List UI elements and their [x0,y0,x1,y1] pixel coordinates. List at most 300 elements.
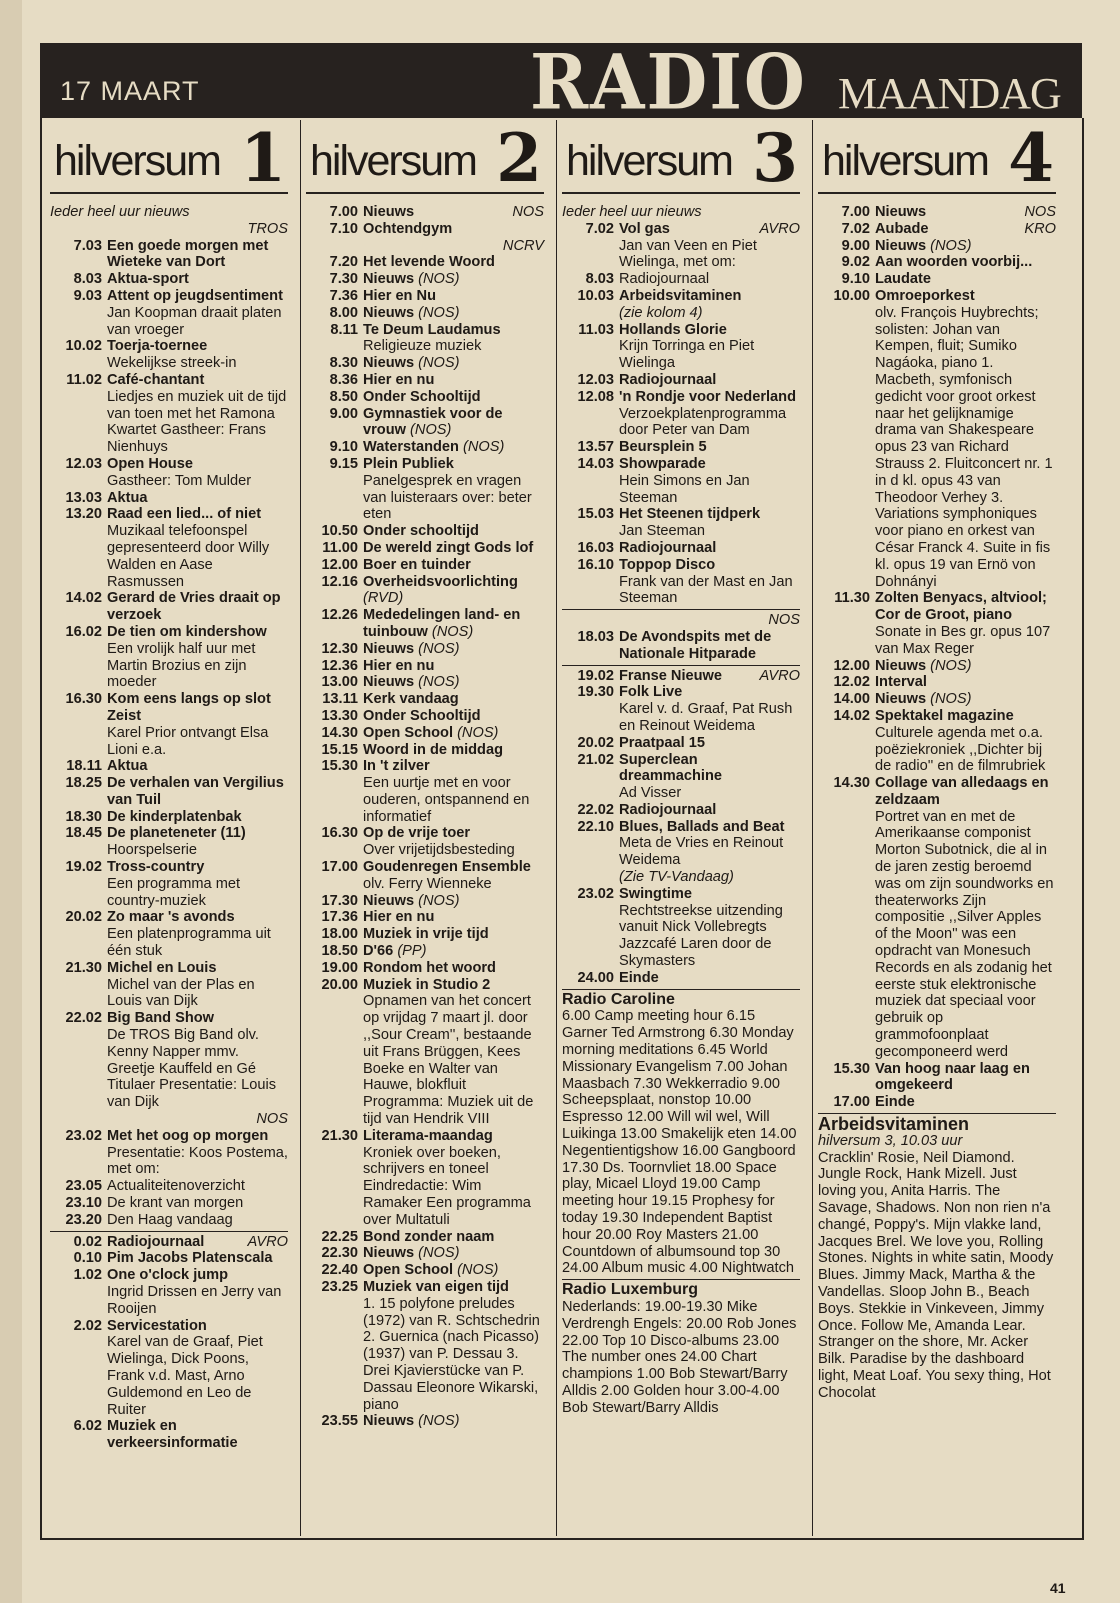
program-header [363,926,544,943]
program-row [50,372,288,456]
program-header [363,389,544,406]
program-title: Onder schooltijd [363,523,479,540]
program-header [875,1061,1056,1095]
program-row [562,752,800,802]
program-title: Kom eens langs op slot Zeist [107,691,271,724]
program-row [818,221,1056,238]
program-body [363,658,544,675]
program-row [306,1245,544,1262]
program-time: 7.02 [841,220,870,237]
program-row [50,775,288,809]
program-header [619,439,800,456]
program-time: 10.00 [833,287,870,304]
program-title: Aubade [875,220,929,237]
program-description: Liedjes en muziek uit de tijd van toen met het Ramona Kwartet Gastheer: Frans Nienhuys [107,388,287,456]
program-body [363,204,544,221]
program-row [306,708,544,725]
program-time: 10.02 [65,338,102,355]
program-title: Open School [363,724,453,741]
program-body [875,254,1056,271]
program-header [875,1094,1056,1111]
program-header [619,819,800,836]
arbeidsvitaminen-subtitle: hilversum 3, 10.03 uur [818,1132,963,1149]
program-header [619,221,800,238]
program-body [363,1128,544,1229]
program-header [107,271,288,288]
radio-luxemburg-title: Radio Luxemburg [562,1281,699,1299]
program-time: 8.36 [329,371,358,388]
program-row [50,288,288,338]
program-row [306,977,544,1128]
program-row [50,238,288,272]
program-time: 14.03 [577,455,614,472]
program-body [107,271,288,288]
broadcaster-tag: NOS [768,612,800,629]
program-time: 23.02 [577,885,614,902]
program-title: Overheidsvoorlichting [363,573,518,590]
program-body [363,540,544,557]
program-title: Gymnastiek voor de vrouw [363,405,503,439]
program-body [107,624,288,691]
program-time: 18.00 [321,926,358,943]
program-row [818,1061,1056,1095]
column-hilversum-2 [306,119,544,1430]
program-row [562,970,800,987]
program-body [107,1212,288,1229]
program-row [306,456,544,523]
program-time: 2.02 [73,1317,102,1334]
program-row [562,557,800,607]
program-body [619,819,800,886]
program-row [306,204,544,221]
program-row [306,943,544,960]
program-description: Wekelijkse streek-in [107,355,237,372]
program-time: 18.45 [65,825,102,842]
program-title: Actualiteitenoverzicht [107,1178,245,1195]
program-header [107,775,288,809]
program-header [875,204,1056,221]
page-header [40,37,1082,127]
program-title: Nieuws [363,1245,415,1262]
program-body [875,708,1056,775]
program-row [818,288,1056,590]
program-time: 19.02 [577,667,614,684]
broadcaster-tag: NCRV [502,237,544,254]
program-body [619,684,800,734]
program-title: Michel en Louis [107,959,217,976]
program-time: 16.02 [65,623,102,640]
radio-caroline-block [562,992,800,1278]
program-header [363,254,544,271]
program-title: Ochtendgym [363,220,453,237]
program-time: 22.02 [65,1010,102,1027]
program-body [107,691,288,758]
program-time: 18.03 [577,628,614,645]
program-body [363,557,544,574]
program-header [363,523,544,540]
program-broadcaster: (NOS) [463,439,505,456]
program-title: Pim Jacobs Platenscala [107,1250,273,1267]
program-title: Hier en nu [363,371,435,388]
program-body [107,456,288,490]
program-body [363,708,544,725]
program-time: 7.00 [841,204,870,220]
program-row [818,271,1056,288]
header-title: RADIO [530,37,807,127]
program-title: Collage van alledaags en zeldzaam [875,775,1049,808]
program-body [363,322,544,356]
program-time: 9.00 [841,237,870,254]
program-body [619,752,800,802]
program-row [50,456,288,490]
program-row [306,909,544,926]
program-time: 10.50 [321,523,358,540]
program-body [107,1178,288,1195]
program-broadcaster: (NOS) [418,271,460,288]
program-header [363,1413,544,1430]
program-broadcaster: (NOS) [418,640,460,657]
program-body [363,725,544,742]
broadcaster-tag: KRO [1024,220,1056,237]
program-time: 22.30 [321,1245,358,1262]
program-time: 11.02 [66,371,102,388]
program-description: Karel van de Graaf, Piet Wielinga, Dick Poons, Frank v.d. Mast, Arno Guldemond en Leo de Ruiter [107,1334,263,1418]
program-title: Nieuws [363,892,415,909]
program-row [306,893,544,910]
program-body [875,691,1056,708]
program-header [107,338,288,355]
program-time: 18.25 [65,775,102,792]
program-title: Onder Schooltijd [363,388,481,405]
program-description: Over vrijetijdsbesteding [363,842,515,859]
column-hilversum-4 [818,119,1056,1402]
program-body [107,960,288,1010]
program-body [107,1418,288,1452]
program-description: Portret van en met de Amerikaanse componist Morton Subotnick, die al in de jaren zestig beroemd was om zijn soundworks en theaterworks Zijn compositie ,,Silver Apples of the Moon'' was een opdracht van Monesuch Records en als zodanig het eerste stuk elektronische muziek dat speciaal voor gebruik op grammofoonplaat gecomponeerd werd [875,808,1054,1060]
program-title: Op de vrije toer [363,825,471,842]
program-time: 12.00 [321,556,358,573]
program-header [619,557,800,574]
station-heading [50,119,288,197]
program-title: Aktua [107,489,148,506]
program-row [562,221,800,271]
program-time: 8.03 [73,271,102,288]
program-header [875,221,1056,238]
station-name: hilversum [822,137,988,185]
program-title: Het Steenen tijdperk [619,506,761,523]
program-row [50,1178,288,1195]
station-heading [818,119,1056,197]
broadcaster-tag: AVRO [759,667,800,684]
program-row [50,490,288,507]
program-header [363,1262,544,1279]
program-row [306,658,544,675]
program-header [363,960,544,977]
program-title: De krant van morgen [107,1195,244,1212]
program-time: 9.15 [329,455,358,472]
program-row [306,1262,544,1279]
program-header [875,590,1056,624]
program-row [562,684,800,734]
program-header [875,238,1056,255]
station-number: 4 [1008,119,1054,197]
program-row [306,557,544,574]
program-title: Hier en nu [363,909,435,926]
program-row [562,271,800,288]
program-time: 12.03 [577,371,614,388]
program-time: 14.02 [833,707,870,724]
program-time: 9.03 [73,287,102,304]
column-divider [556,120,557,1536]
program-title: Muziek en verkeersinformatie [107,1418,238,1452]
program-time: 18.11 [66,758,102,775]
program-time: 13.03 [65,489,102,506]
program-title: Waterstanden [363,439,459,456]
program-header [107,1010,288,1027]
program-body [363,909,544,926]
program-broadcaster: (PP) [397,943,427,960]
program-body [619,629,800,663]
program-row [818,238,1056,255]
program-title: Zolten Benyacs, altviool; Cor de Groot, piano [875,590,1047,624]
program-row [562,629,800,663]
program-time: 8.00 [329,304,358,321]
program-row [50,758,288,775]
program-title: Einde [875,1094,915,1111]
arbeidsvitaminen-box [818,1116,1056,1402]
program-row [50,825,288,859]
program-description: Gastheer: Tom Mulder [107,472,252,489]
program-header [619,735,800,752]
program-title: Hollands Glorie [619,321,727,338]
program-body [107,238,288,272]
program-title: Nieuws [363,271,415,288]
program-body [363,641,544,658]
program-body [107,1250,288,1267]
program-title: Rondom het woord [363,959,496,976]
program-body [619,372,800,389]
program-title: Tross-country [107,859,205,876]
program-body [619,970,800,987]
program-time: 14.30 [321,724,358,741]
program-header [107,1128,288,1145]
program-time: 12.16 [321,573,358,590]
program-body [107,590,288,624]
program-body [619,288,800,322]
program-row [306,288,544,305]
program-body [619,456,800,506]
program-title: D'66 [363,943,394,960]
program-row [562,288,800,322]
program-header [107,624,288,641]
program-header [619,886,800,903]
program-title: Gerard de Vries draait op verzoek [107,590,281,624]
program-header [107,1418,288,1452]
program-body [107,338,288,372]
station-heading [562,119,800,197]
program-title: Woord in de middag [363,741,503,758]
program-time: 15.03 [577,506,614,523]
program-description: Ingrid Drissen en Jerry van Rooijen [107,1284,282,1317]
program-time: 22.40 [321,1262,358,1279]
program-row [818,1094,1056,1111]
program-title: Radiojournaal [619,539,717,556]
program-description: Jan van Veen en Piet Wielinga, met om: [619,237,757,271]
program-body [875,238,1056,255]
program-row [306,540,544,557]
program-broadcaster: (NOS) [418,1245,460,1262]
program-header [363,204,544,221]
program-header [107,691,288,725]
program-title: Het levende Woord [363,254,495,271]
program-header [363,1279,544,1296]
program-body [363,574,544,608]
program-row [306,674,544,691]
program-time: 23.20 [65,1211,102,1228]
program-header [363,641,544,658]
program-row [50,1250,288,1267]
program-body [619,322,800,372]
program-header [363,355,544,372]
program-row [562,819,800,886]
program-description: Panelgesprek en vragen van luisteraars over: beter eten [363,472,532,523]
program-time: 23.05 [65,1178,102,1195]
program-time: 20.02 [65,909,102,926]
program-row [562,389,800,439]
program-description: Ad Visser [619,785,682,802]
program-header [875,691,1056,708]
program-title: Swingtime [619,885,692,902]
station-number: 1 [240,119,286,197]
program-row [306,1229,544,1246]
radio-luxemburg-block [562,1282,800,1416]
program-row [50,1010,288,1111]
program-header [619,456,800,473]
program-description: Jan Koopman draait platen van vroeger [107,304,282,338]
program-body [363,456,544,523]
program-description: olv. Ferry Wienneke [363,875,492,892]
program-time: 17.36 [321,909,358,926]
program-row [306,271,544,288]
program-header [619,288,800,305]
program-body [875,658,1056,675]
program-row [306,1128,544,1229]
program-row [50,1318,288,1419]
program-body [107,909,288,959]
program-title: Radiojournaal [619,371,717,388]
program-row [50,271,288,288]
program-body [363,372,544,389]
station-name: hilversum [54,137,220,185]
program-title: Raad een lied... of niet [107,506,262,523]
program-body [875,1094,1056,1111]
program-title: Nieuws [363,355,415,372]
program-row [818,691,1056,708]
program-header [619,389,800,406]
program-row [562,886,800,970]
program-time: 23.25 [321,1279,358,1295]
program-row [306,742,544,759]
program-time: 23.10 [65,1195,102,1212]
header-day: MAANDAG [838,69,1061,118]
program-row [50,1212,288,1229]
program-title: Muziek in Studio 2 [363,976,491,993]
program-body [875,590,1056,657]
program-body [107,1318,288,1419]
program-time: 17.00 [833,1094,870,1111]
program-row [50,960,288,1010]
program-title: Nieuws [875,657,927,674]
program-header [875,708,1056,725]
program-body [363,926,544,943]
program-title: Showparade [619,455,706,472]
program-time: 15.30 [833,1060,870,1077]
program-time: 12.00 [833,657,870,674]
program-body [107,859,288,909]
program-row [562,668,800,685]
program-title: Einde [619,969,659,986]
program-time: 8.11 [330,321,358,338]
program-row [306,574,544,608]
program-time: 22.25 [321,1228,358,1245]
program-row [50,859,288,909]
program-header [363,893,544,910]
program-body [363,305,544,322]
program-note: (zie kolom 4) [619,304,703,321]
program-header [363,322,544,339]
program-time: 13.11 [322,691,358,708]
program-header [875,658,1056,675]
program-header [107,758,288,775]
program-body [363,1229,544,1246]
program-body [619,557,800,607]
program-title: Nieuws [363,304,415,321]
program-title: De wereld zingt Gods lof [363,539,534,556]
program-header [875,674,1056,691]
program-header [619,322,800,339]
program-header [875,254,1056,271]
program-row [306,439,544,456]
program-title: Nieuws [875,204,927,220]
program-description: Opnamen van het concert op vrijdag 7 maart jl. door ,,Sour Cream'', bestaande uit Frans Brüggen, Kees Boeke en Walter van Hauwe, blokfluit Programma: Muziek uit de tijd van Hendrik VIII [363,993,534,1128]
program-header [363,221,544,238]
program-row [306,758,544,825]
program-title: Nieuws [363,674,415,691]
program-title: 'n Rondje voor Nederland [619,388,796,405]
program-broadcaster: (NOS) [418,1413,460,1430]
program-body [875,674,1056,691]
program-time: 21.30 [321,1127,358,1144]
station-name: hilversum [566,137,732,185]
program-title: Muziek van eigen tijd [363,1279,509,1295]
program-header [363,725,544,742]
program-note: (Zie TV-Vandaag) [619,869,734,886]
page-number: 41 [1050,1580,1066,1596]
program-header [363,691,544,708]
program-title: Aktua [107,758,148,775]
program-header [107,809,288,826]
program-header [363,708,544,725]
program-title: Café-chantant [107,371,205,388]
program-broadcaster: (NOS) [930,691,972,708]
program-body [875,271,1056,288]
program-body [875,204,1056,221]
program-body [363,859,544,893]
program-broadcaster: (NOS) [418,674,460,691]
program-broadcaster: (NOS) [410,422,452,439]
program-description: Kroniek over boeken, schrijvers en toneel Eindredactie: Wim Ramaker Een programma over Multatuli [363,1144,531,1228]
program-header [363,909,544,926]
